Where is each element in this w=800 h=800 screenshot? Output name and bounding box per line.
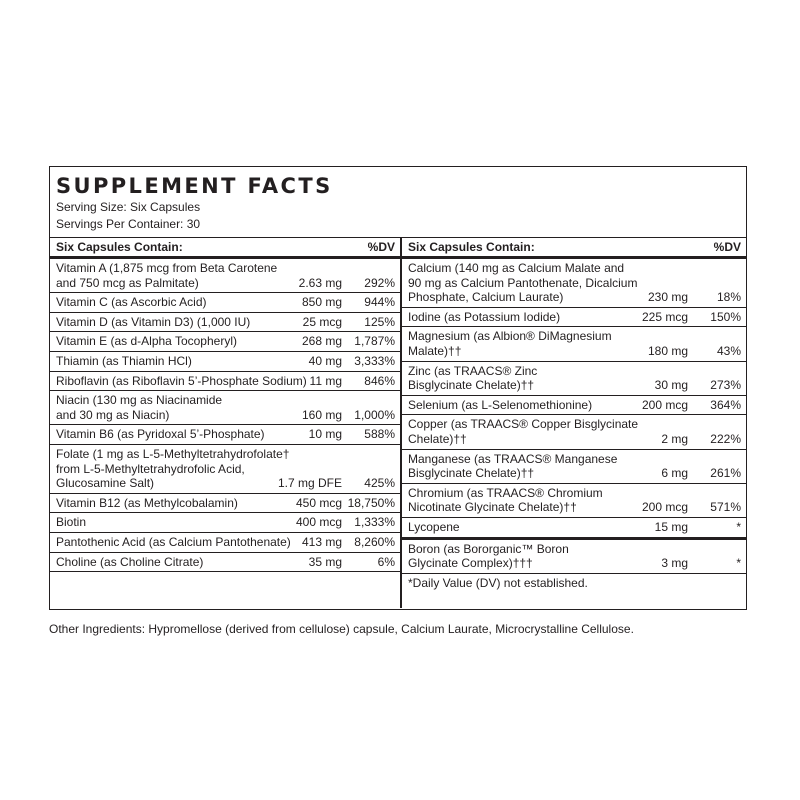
nutrient-row [50,533,400,553]
nutrient-row [402,518,746,540]
nutrient-row [50,372,400,392]
nutrient-row [402,415,746,449]
nutrient-dv: 261% [710,466,741,481]
nutrient-dv: 1,000% [354,407,395,422]
nutrient-name: Biotin [56,515,87,530]
nutrient-amount: 11 mg [309,373,342,388]
nutrient-name: Vitamin C (as Ascorbic Acid) [56,295,207,310]
nutrient-dv: 222% [710,431,741,446]
nutrient-row [50,553,400,573]
nutrient-amount: 40 mg [308,353,342,368]
nutrient-name: Zinc (as TRAACS® Zinc Bisglycinate Chelate)†† [408,363,538,393]
nutrient-name: Iodine (as Potassium Iodide) [408,309,561,324]
nutrient-dv: 944% [364,295,395,310]
nutrient-amount: 1.7 mg DFE [277,476,342,491]
nutrient-dv: 292% [364,275,395,290]
left-nutrient-list [50,259,400,572]
nutrient-row [402,450,746,484]
nutrient-row [50,332,400,352]
dv-footnote: *Daily Value (DV) not established. [408,575,588,590]
nutrient-name: Manganese (as TRAACS® Manganese Bisglycinate Chelate)†† [408,451,618,481]
right-column [402,237,746,590]
nutrient-dv: 18,750% [347,495,395,510]
nutrient-name: Boron (as Bororganic™ Boron Glycinate Complex)††† [408,541,569,571]
serving-size: Serving Size: Six Capsules [56,200,201,214]
nutrient-row [50,313,400,333]
nutrient-dv: 6% [377,554,395,569]
right-column-header [402,237,746,259]
nutrient-dv: 273% [710,378,741,393]
nutrient-dv: 364% [710,397,741,412]
nutrient-name: Niacin (130 mg as Niacinamide and 30 mg as Niacin) [56,393,223,422]
nutrient-amount: 2 mg [661,431,688,446]
nutrient-row [50,513,400,533]
nutrient-name: Thiamin (as Thiamin HCl) [56,353,192,368]
nutrient-dv: 18% [716,290,741,305]
nutrient-amount: 450 mcg [295,495,342,510]
nutrient-dv: * [736,556,741,571]
other-ingredients: Other Ingredients: Hypromellose (derived from cellulose) capsule, Calcium Laurate, Microcrystalline Cellulose. [49,622,634,636]
panel-title: SUPPLEMENT FACTS [56,174,333,198]
nutrient-name: Magnesium (as Albion® DiMagnesium Malate)†† [408,329,612,358]
nutrient-row [50,259,400,293]
nutrient-name: Vitamin A (1,875 mcg from Beta Carotene and 750 mcg as Palmitate) [56,261,278,290]
nutrient-amount: 230 mg [647,290,688,305]
nutrient-name: Copper (as TRAACS® Copper Bisglycinate Chelate)†† [408,417,639,446]
nutrient-name: Choline (as Choline Citrate) [56,554,204,569]
nutrient-dv: * [736,519,741,534]
nutrient-amount: 160 mg [301,407,342,422]
nutrient-dv: 43% [716,343,741,358]
nutrient-name: Chromium (as TRAACS® Chromium Nicotinate Glycinate Chelate)†† [408,485,603,515]
nutrient-dv: 150% [710,309,741,324]
left-column-header [50,237,400,259]
nutrient-name: Pantothenic Acid (as Calcium Pantothenate) [56,534,291,549]
nutrient-name: Vitamin D (as Vitamin D3) (1,000 IU) [56,314,251,329]
nutrient-row [50,391,400,425]
nutrient-dv: 3,333% [354,353,395,368]
nutrient-amount: 15 mg [654,519,688,534]
nutrient-dv: 1,333% [354,515,395,530]
nutrient-amount: 10 mg [308,427,342,442]
nutrient-row [50,352,400,372]
left-column [50,237,400,572]
nutrient-dv: 125% [364,314,395,329]
nutrient-dv: 1,787% [354,334,395,349]
nutrient-amount: 25 mcg [302,314,342,329]
nutrient-name: Lycopene [408,519,460,534]
left-header-label: Six Capsules Contain: [56,240,183,254]
nutrient-row [402,540,746,574]
nutrient-row [402,484,746,518]
nutrient-name: Calcium (140 mg as Calcium Malate and 90 mg as Calcium Pantothenate, Dicalcium Phosphate, Calcium Laurate) [408,261,638,305]
nutrient-row [50,494,400,514]
nutrient-row [402,259,746,308]
nutrient-name: Folate (1 mg as L-5-Methyltetrahydrofolate† from L-5-Methyltetrahydrofolic Acid, Glucosamine Salt) [56,446,290,491]
nutrient-amount: 400 mcg [295,515,342,530]
nutrient-row [50,425,400,445]
supplement-facts-panel [49,166,747,610]
nutrient-dv: 846% [364,373,395,388]
nutrient-name: Vitamin B6 (as Pyridoxal 5’-Phosphate) [56,427,265,442]
nutrient-dv: 588% [364,427,395,442]
nutrient-amount: 180 mg [647,343,688,358]
right-header-label: Six Capsules Contain: [408,240,535,254]
nutrient-row [50,445,400,494]
right-header-dv: %DV [713,240,741,254]
nutrient-row [402,327,746,361]
nutrient-amount: 3 mg [661,556,688,571]
nutrient-row [50,293,400,313]
nutrient-amount: 850 mg [301,295,342,310]
nutrient-name: Vitamin B12 (as Methylcobalamin) [56,495,238,510]
nutrient-row [402,396,746,416]
left-header-dv: %DV [367,240,395,254]
nutrient-amount: 200 mcg [641,500,688,515]
nutrient-row [402,308,746,328]
nutrient-name: Vitamin E (as d-Alpha Tocopheryl) [56,334,237,349]
nutrient-row [402,362,746,396]
servings-per-container: Servings Per Container: 30 [56,217,201,231]
nutrient-amount: 30 mg [654,378,688,393]
nutrient-amount: 225 mcg [641,309,688,324]
nutrient-name: Riboflavin (as Riboflavin 5’-Phosphate Sodium) [56,373,307,388]
nutrient-amount: 413 mg [301,534,342,549]
nutrient-amount: 6 mg [661,466,688,481]
nutrient-amount: 268 mg [301,334,342,349]
nutrient-dv: 425% [364,476,395,491]
nutrient-dv: 571% [710,500,741,515]
nutrient-amount: 2.63 mg [298,275,342,290]
nutrient-amount: 35 mg [308,554,342,569]
nutrient-dv: 8,260% [354,534,395,549]
nutrient-amount: 200 mcg [641,397,688,412]
nutrient-name: Selenium (as L-Selenomethionine) [408,397,593,412]
right-nutrient-list [402,259,746,574]
